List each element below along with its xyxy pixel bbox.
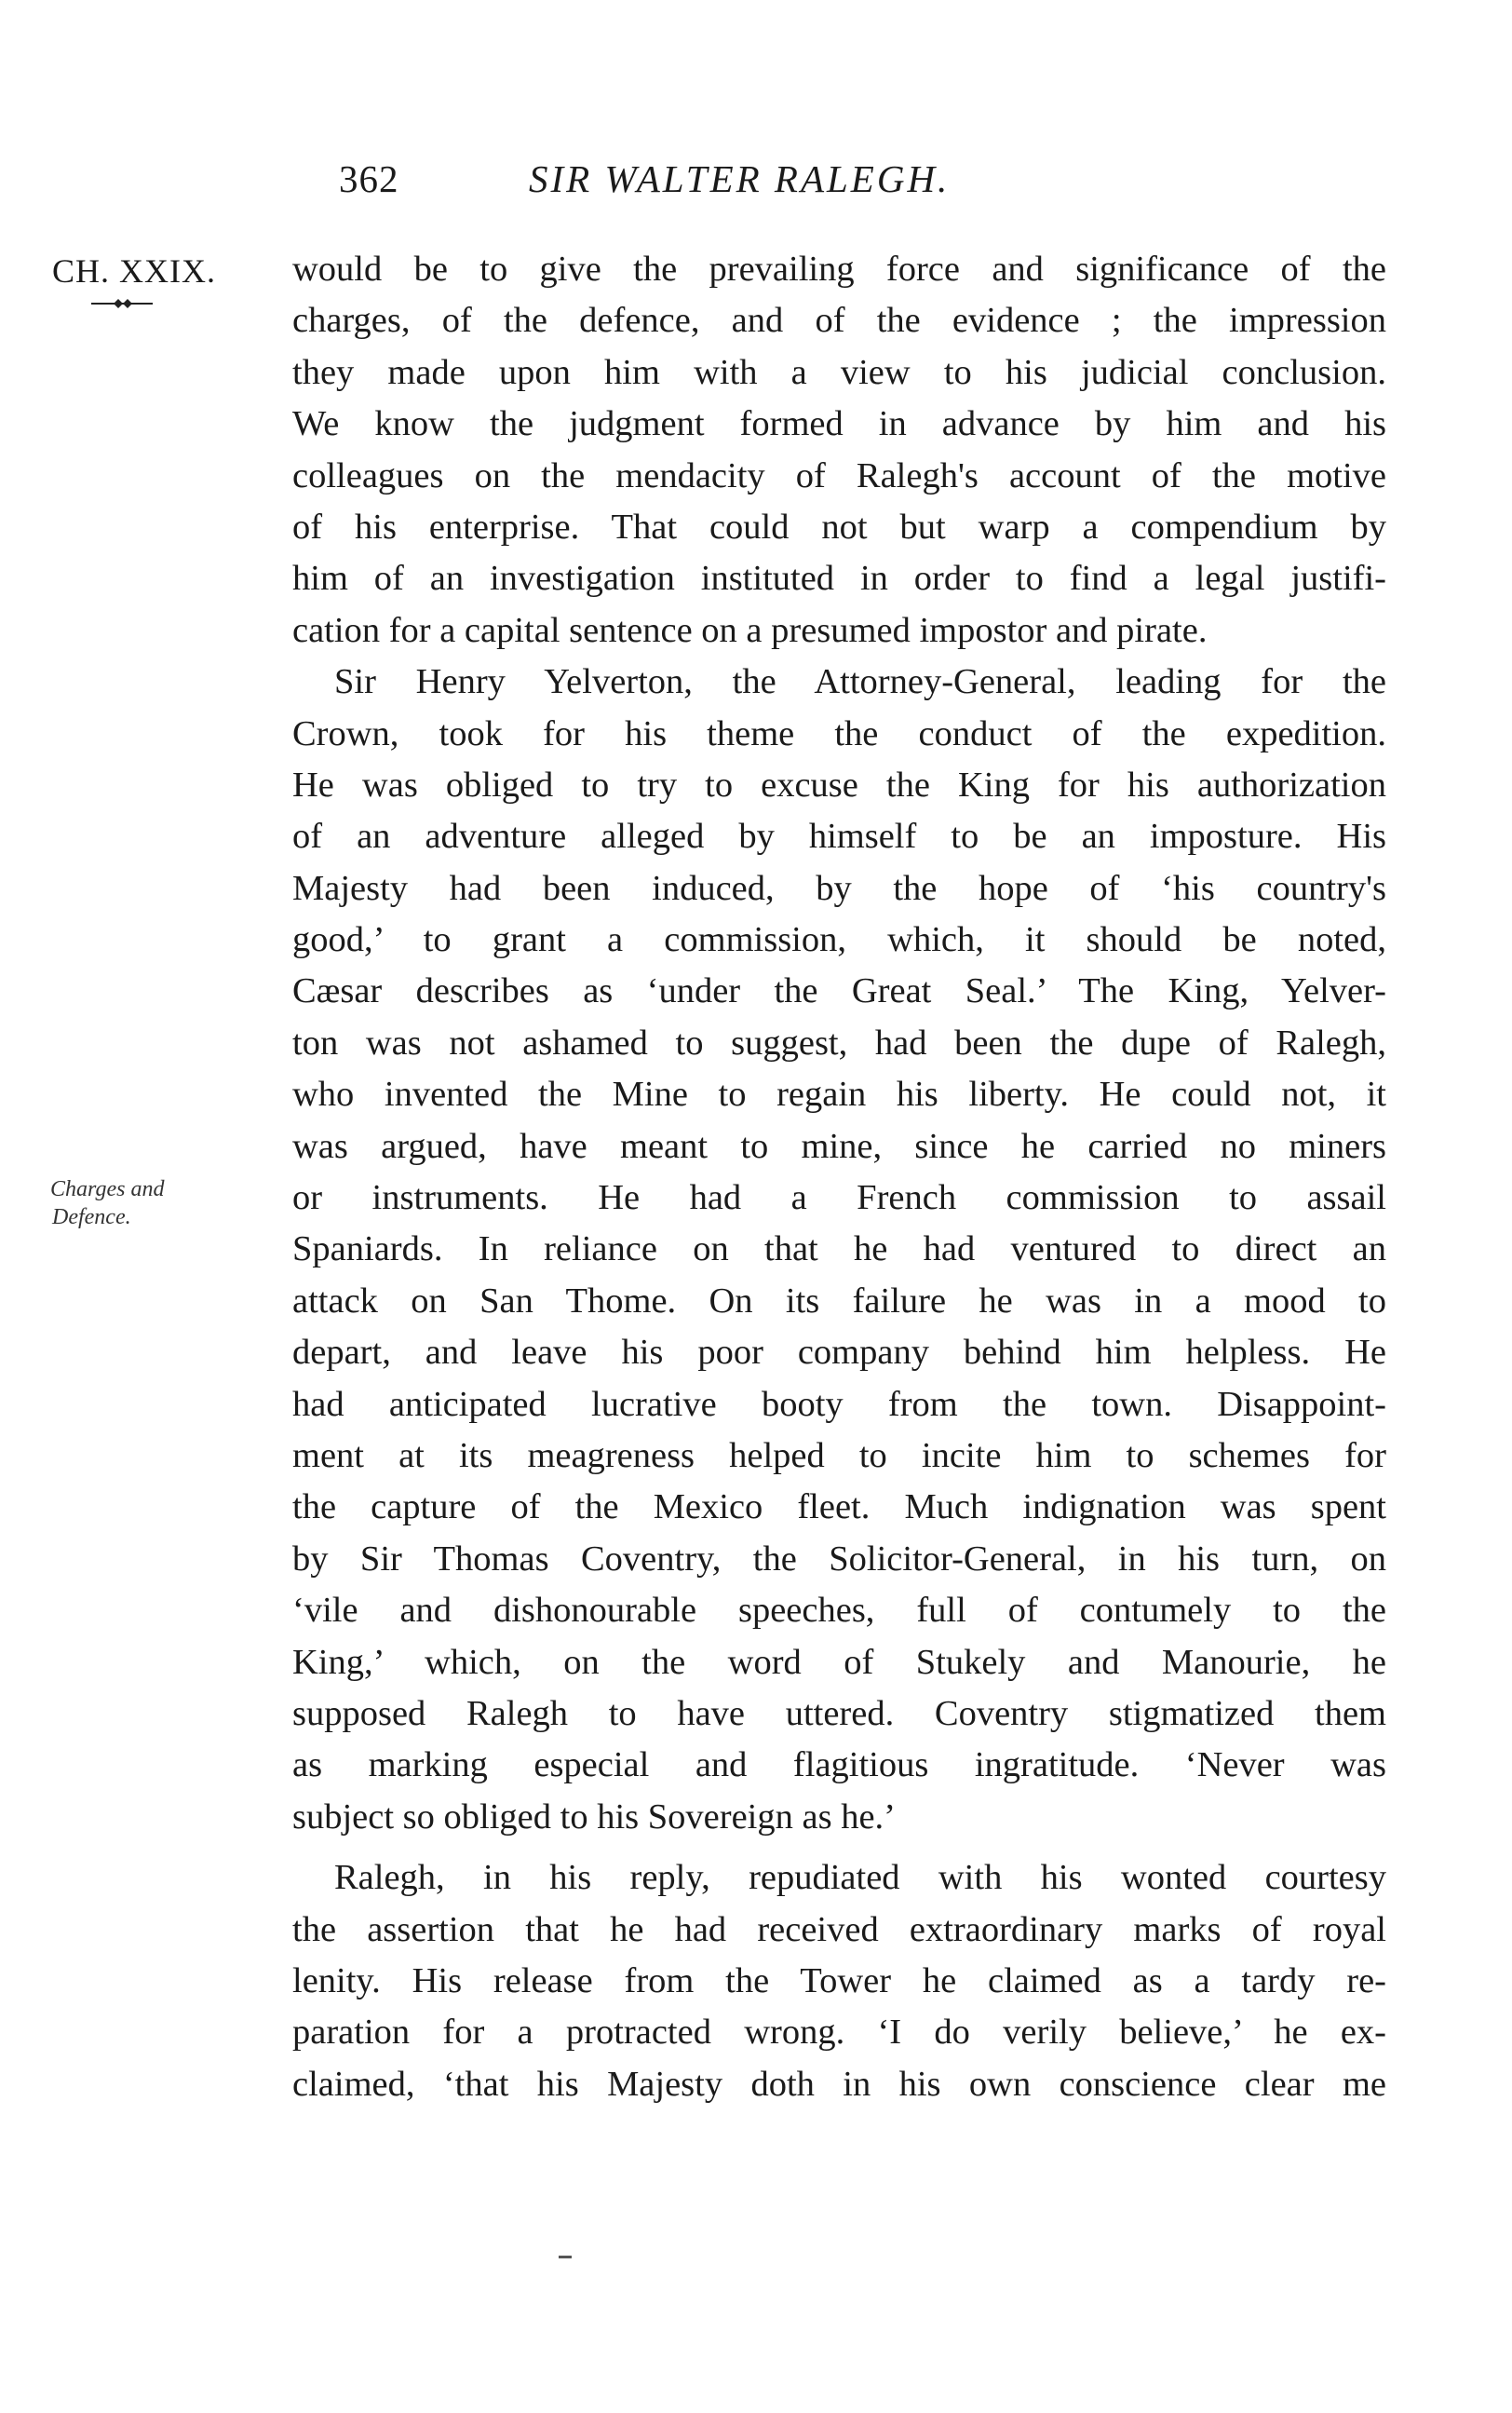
text-line: colleagues on the mendacity of Ralegh's account of the motive xyxy=(292,455,1386,495)
text-line: ment at its meagreness helped to incite him to schemes for xyxy=(292,1435,1386,1475)
text-line: or instruments. He had a French commission to assail xyxy=(292,1178,1386,1218)
side-note-line: Charges and xyxy=(50,1177,165,1201)
text-line: they made upon him with a view to his judicial conclusion. xyxy=(292,352,1386,392)
text-line: who invented the Mine to regain his liberty. He could not, it xyxy=(292,1075,1386,1115)
text-line: Spaniards. In reliance on that he had ventured to direct an xyxy=(292,1229,1386,1269)
text-line: the assertion that he had received extraordinary marks of royal xyxy=(292,1909,1386,1949)
text-line: by Sir Thomas Coventry, the Solicitor-General, in his turn, on xyxy=(292,1539,1386,1579)
text-line: lenity. His release from the Tower he claimed as a tardy re- xyxy=(292,1960,1386,2000)
text-line: Crown, took for his theme the conduct of the expedition. xyxy=(292,713,1386,753)
book-title: SIR WALTER RALEGH. xyxy=(529,157,951,200)
text-line: charges, of the defence, and of the evidence ; the impression xyxy=(292,301,1386,341)
text-line: We know the judgment formed in advance by him and his xyxy=(292,404,1386,444)
text-line: good,’ to grant a commission, which, it should be noted, xyxy=(292,920,1386,960)
text-line: cation for a capital sentence on a presumed impostor and pirate. xyxy=(292,610,1208,650)
text-line: paration for a protracted wrong. ‘I do verily believe,’ he ex- xyxy=(292,2013,1386,2053)
text-line: of an adventure alleged by himself to be an imposture. His xyxy=(292,817,1386,857)
text-line: attack on San Thome. On its failure he was in a mood to xyxy=(292,1281,1386,1321)
text-line: King,’ which, on the word of Stukely and Manourie, he xyxy=(292,1642,1386,1682)
running-head xyxy=(335,156,1387,212)
text-line: depart, and leave his poor company behind him helpless. He xyxy=(292,1333,1386,1373)
paragraph-gap xyxy=(292,1843,1386,1852)
footer-mark xyxy=(559,2256,572,2258)
text-line: He was obliged to try to excuse the King for his authorization xyxy=(292,765,1386,805)
side-note xyxy=(50,1175,274,1231)
text-line: of his enterprise. That could not but warp a compendium by xyxy=(292,507,1386,547)
text-line: Sir Henry Yelverton, the Attorney-General, leading for the xyxy=(334,662,1386,702)
chapter-label: CH. XXIX. xyxy=(52,252,216,290)
text-line: Majesty had been induced, by the hope of ‘his country's xyxy=(292,868,1386,908)
page-number: 362 xyxy=(339,157,399,200)
text-line: claimed, ‘that his Majesty doth in his own conscience clear me xyxy=(292,2064,1386,2104)
text-line: would be to give the prevailing force and significance of the xyxy=(292,250,1386,289)
text-line: supposed Ralegh to have uttered. Coventry stigmatized them xyxy=(292,1693,1386,1733)
text-line: Ralegh, in his reply, repudiated with his wonted courtesy xyxy=(334,1858,1386,1898)
text-line: had anticipated lucrative booty from the town. Disappoint- xyxy=(292,1384,1386,1424)
text-line: the capture of the Mexico fleet. Much indignation was spent xyxy=(292,1487,1386,1527)
text-line: him of an investigation instituted in order to find a legal justifi- xyxy=(292,559,1386,599)
chapter-ornament-icon xyxy=(89,296,155,311)
text-line: as marking especial and flagitious ingratitude. ‘Never was xyxy=(292,1745,1386,1785)
text-line: subject so obliged to his Sovereign as he.’ xyxy=(292,1796,896,1837)
text-line: was argued, have meant to mine, since he carried no miners xyxy=(292,1126,1386,1166)
body-text xyxy=(292,244,1386,2110)
text-line: Cæsar describes as ‘under the Great Seal.’ The King, Yelver- xyxy=(292,971,1386,1011)
text-line: ‘vile and dishonourable speeches, full of contumely to the xyxy=(292,1591,1386,1631)
side-note-line: Defence. xyxy=(52,1205,131,1229)
text-line: ton was not ashamed to suggest, had been the dupe of Ralegh, xyxy=(292,1023,1386,1063)
